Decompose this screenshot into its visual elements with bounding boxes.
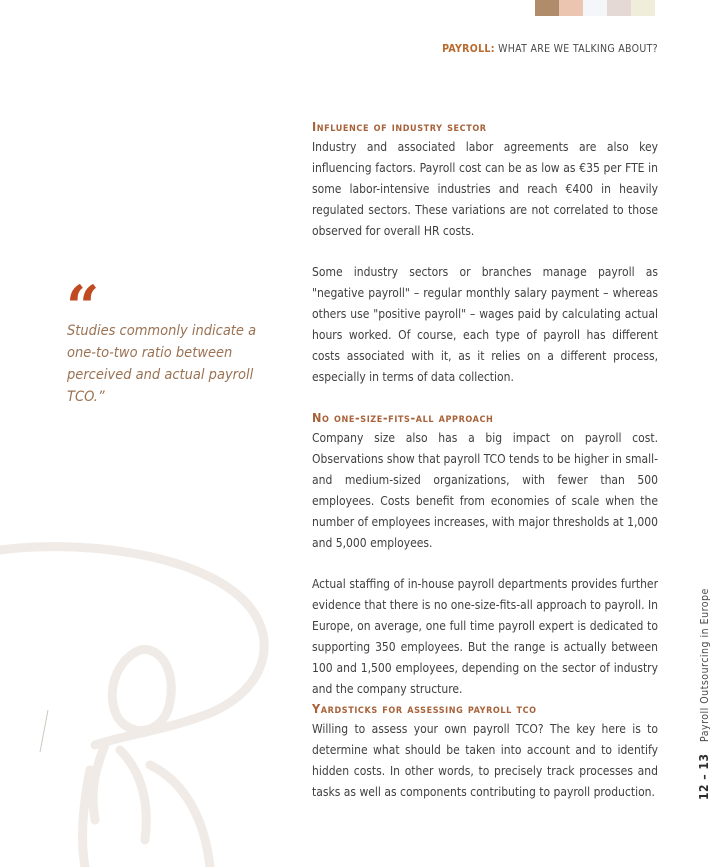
section-title: No one-size-fits-all approach — [312, 410, 494, 425]
section-industry-sector — [312, 118, 658, 388]
paragraph: Willing to assess your own payroll TCO? The key here is to determine what should be taken into account and to identify hidden costs. In other words, to precisely track processes and tasks as well as components contributing to payroll production. — [312, 722, 658, 799]
color-swatch — [631, 0, 655, 16]
color-swatch — [559, 0, 583, 16]
header-subtitle: WHAT ARE WE TALKING ABOUT? — [498, 43, 658, 55]
section-one-size — [312, 409, 658, 700]
person-speech-illustration — [0, 520, 310, 867]
color-swatch — [583, 0, 607, 16]
publication-title: Payroll Outsourcing in Europe — [699, 588, 711, 743]
section-title: Yardsticks for assessing payroll tco — [312, 701, 537, 716]
pull-quote: Studies commonly indicate a one-to-two ratio between perceived and actual payroll TCO.” — [67, 323, 257, 405]
color-swatch — [607, 0, 631, 16]
running-header — [442, 43, 658, 55]
section-title: Influence of industry sector — [312, 119, 487, 134]
page-sidebar — [697, 588, 719, 810]
color-swatch-strip — [535, 0, 655, 16]
paragraph: Some industry sectors or branches manage payroll as "negative payroll" – regular monthly salary payment – whereas others use "positive payroll" – wages paid by calculating actual hours worked. Of course, each type of payroll has different costs associated with it, as it relies on a different process, especially in terms of data collection. — [312, 265, 658, 384]
paragraph: Industry and associated labor agreements are also key influencing factors. Payroll cost can be as low as €35 per FTE in some labor-intensive industries and reach €400 in heavily regulated sectors. These variations are not correlated to those observed for overall HR costs. — [312, 140, 658, 238]
color-swatch — [535, 0, 559, 16]
paragraph: Actual staffing of in-house payroll departments provides further evidence that there is no one-size-fits-all approach to payroll. In Europe, on average, one full time payroll expert is dedicated to supporting 350 employees. But the range is actually between 100 and 1,500 employees, depending on the sector of industry and the company structure. — [312, 577, 658, 696]
page-numbers: 12 – 13 — [697, 753, 711, 800]
paragraph: Company size also has a big impact on payroll cost. Observations show that payroll TCO tends to be higher in small- and medium-sized organizations, with fewer than 500 employees. Costs benefit from economies of scale when the number of employees increases, with major thresholds at 1,000 and 5,000 employees. — [312, 431, 658, 550]
header-section: PAYROLL: — [442, 43, 495, 55]
section-yardsticks — [312, 700, 658, 803]
quote-mark-icon: “ — [66, 273, 100, 341]
